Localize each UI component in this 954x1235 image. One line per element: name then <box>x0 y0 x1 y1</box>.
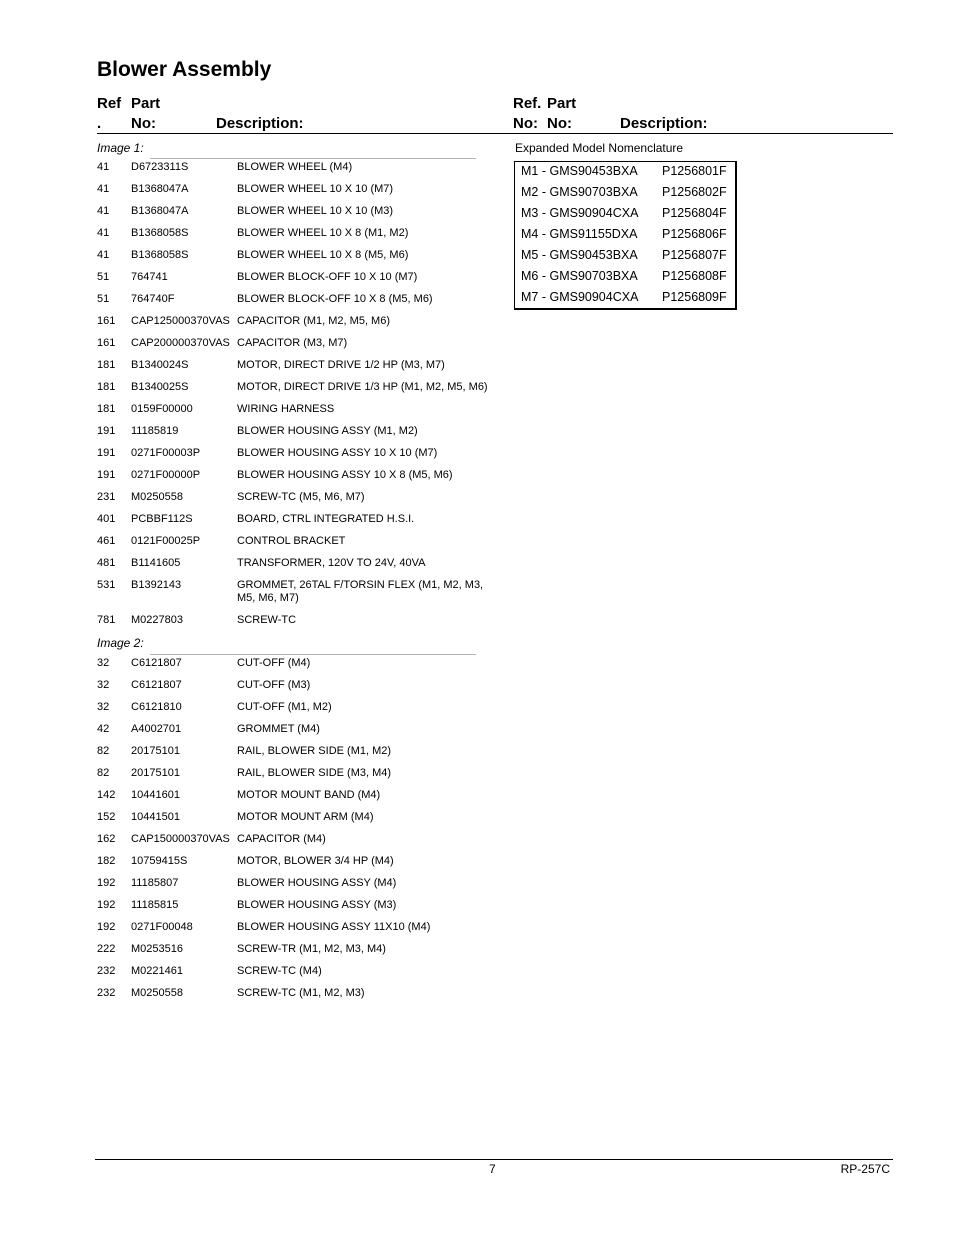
nomenclature-row <box>515 288 735 309</box>
part-number: M0221461 <box>131 965 183 977</box>
page-number: 7 <box>489 1162 496 1176</box>
part-description: RAIL, BLOWER SIDE (M1, M2) <box>237 745 392 757</box>
ref-number: 232 <box>97 987 116 999</box>
part-description: SCREW-TR (M1, M2, M3, M4) <box>237 943 386 955</box>
ref-number: 42 <box>97 723 110 735</box>
header-ref-label: Ref <box>97 95 122 112</box>
ref-number: 181 <box>97 381 116 393</box>
model-code: M3 - GMS90904CXA <box>521 206 639 220</box>
model-part-number: P1256808F <box>662 269 727 283</box>
table-row <box>97 403 507 425</box>
table-row <box>97 679 507 701</box>
part-number: C6121807 <box>131 679 182 691</box>
ref-number: 82 <box>97 745 110 757</box>
page-title: Blower Assembly <box>97 58 272 81</box>
nomenclature-row <box>515 204 735 225</box>
part-description: SCREW-TC (M1, M2, M3) <box>237 987 365 999</box>
part-description: BLOWER HOUSING ASSY (M1, M2) <box>237 425 418 437</box>
part-description: TRANSFORMER, 120V TO 24V, 40VA <box>237 557 426 569</box>
part-number: 764741 <box>131 271 168 283</box>
part-description: MOTOR MOUNT BAND (M4) <box>237 789 381 801</box>
ref-number: 401 <box>97 513 116 525</box>
part-description: MOTOR, DIRECT DRIVE 1/3 HP (M1, M2, M5, M6) <box>237 381 488 393</box>
section-divider <box>150 654 476 655</box>
nomenclature-table <box>514 161 737 310</box>
part-description: MOTOR MOUNT ARM (M4) <box>237 811 374 823</box>
ref-number: 41 <box>97 205 110 217</box>
part-description: SCREW-TC (M5, M6, M7) <box>237 491 365 503</box>
table-row <box>97 491 507 513</box>
nomenclature-title: Expanded Model Nomenclature <box>515 141 684 155</box>
part-description: BLOWER WHEEL 10 X 10 (M3) <box>237 205 394 217</box>
table-row <box>97 205 507 227</box>
model-code: M5 - GMS90453BXA <box>521 248 638 262</box>
header-ref-label-line2: . <box>97 115 102 132</box>
part-number: B1368058S <box>131 227 189 239</box>
part-number: 0121F00025P <box>131 535 201 547</box>
part-number: 11185819 <box>131 425 179 437</box>
part-number: 10441501 <box>131 811 180 823</box>
ref-number: 41 <box>97 183 110 195</box>
part-description: CUT-OFF (M1, M2) <box>237 701 332 713</box>
ref-number: 481 <box>97 557 116 569</box>
table-row <box>97 701 507 723</box>
part-number: CAP200000370VAS <box>131 337 230 349</box>
nomenclature-row <box>515 225 735 246</box>
part-number: 10441601 <box>131 789 180 801</box>
section-divider <box>150 158 476 159</box>
part-number: CAP150000370VAS <box>131 833 230 845</box>
ref-number: 161 <box>97 337 116 349</box>
table-row <box>97 293 507 315</box>
part-description: CONTROL BRACKET <box>237 535 346 547</box>
part-number: 10759415S <box>131 855 188 867</box>
table-row <box>97 557 507 579</box>
ref-number: 222 <box>97 943 116 955</box>
ref-number: 232 <box>97 965 116 977</box>
header-description-label: Description: <box>216 115 304 132</box>
ref-number: 182 <box>97 855 116 867</box>
ref-number: 162 <box>97 833 116 845</box>
part-number: A4002701 <box>131 723 182 735</box>
ref-number: 161 <box>97 315 116 327</box>
table-row <box>97 381 507 403</box>
header-right-ref-label-line2: No: <box>513 115 538 132</box>
ref-number: 192 <box>97 899 116 911</box>
part-number: B1368058S <box>131 249 189 261</box>
parts-list-image-1 <box>97 161 507 636</box>
part-description: SCREW-TC <box>237 614 297 626</box>
ref-number: 191 <box>97 425 116 437</box>
model-code: M2 - GMS90703BXA <box>521 185 638 199</box>
table-row <box>97 723 507 745</box>
table-row <box>97 943 507 965</box>
part-description: BOARD, CTRL INTEGRATED H.S.I. <box>237 513 415 525</box>
part-description: CAPACITOR (M3, M7) <box>237 337 348 349</box>
part-description: CAPACITOR (M4) <box>237 833 326 845</box>
part-description: CAPACITOR (M1, M2, M5, M6) <box>237 315 391 327</box>
ref-number: 142 <box>97 789 116 801</box>
footer-divider <box>95 1159 893 1160</box>
part-number: 20175101 <box>131 745 180 757</box>
header-divider <box>97 133 893 134</box>
part-number: B1340025S <box>131 381 189 393</box>
ref-number: 191 <box>97 447 116 459</box>
header-right-part-label: Part <box>547 95 577 112</box>
nomenclature-row <box>515 246 735 267</box>
header-right-ref-label: Ref. <box>513 95 542 112</box>
ref-number: 51 <box>97 293 110 305</box>
table-row <box>97 987 507 1009</box>
ref-number: 32 <box>97 701 110 713</box>
table-row <box>97 855 507 877</box>
part-description: BLOWER HOUSING ASSY 10 X 10 (M7) <box>237 447 438 459</box>
table-row <box>97 579 507 614</box>
table-row <box>97 767 507 789</box>
section-label-image-1: Image 1: <box>97 141 144 155</box>
table-row <box>97 789 507 811</box>
part-description: WIRING HARNESS <box>237 403 335 415</box>
ref-number: 51 <box>97 271 110 283</box>
part-description: BLOWER BLOCK-OFF 10 X 10 (M7) <box>237 271 418 283</box>
part-description: BLOWER HOUSING ASSY (M3) <box>237 899 397 911</box>
part-number: 0159F00000 <box>131 403 193 415</box>
table-row <box>97 315 507 337</box>
part-description: SCREW-TC (M4) <box>237 965 322 977</box>
model-part-number: P1256807F <box>662 248 727 262</box>
model-code: M6 - GMS90703BXA <box>521 269 638 283</box>
ref-number: 192 <box>97 921 116 933</box>
table-row <box>97 965 507 987</box>
ref-number: 41 <box>97 227 110 239</box>
table-row <box>97 425 507 447</box>
ref-number: 181 <box>97 359 116 371</box>
header-right-description-label: Description: <box>620 115 708 132</box>
header-right-part-label-line2: No: <box>547 115 572 132</box>
table-row <box>97 657 507 679</box>
part-description: RAIL, BLOWER SIDE (M3, M4) <box>237 767 392 779</box>
part-description: GROMMET (M4) <box>237 723 320 735</box>
part-number: D6723311S <box>131 161 189 173</box>
part-number: B1340024S <box>131 359 189 371</box>
part-number: M0227803 <box>131 614 183 626</box>
part-number: 11185815 <box>131 899 179 911</box>
part-description: BLOWER WHEEL 10 X 8 (M5, M6) <box>237 249 409 261</box>
part-description: BLOWER HOUSING ASSY 10 X 8 (M5, M6) <box>237 469 453 481</box>
part-number: 0271F00048 <box>131 921 193 933</box>
ref-number: 41 <box>97 161 110 173</box>
part-description: BLOWER HOUSING ASSY (M4) <box>237 877 397 889</box>
table-row <box>97 513 507 535</box>
model-code: M4 - GMS91155DXA <box>521 227 638 241</box>
section-label-image-2: Image 2: <box>97 636 144 650</box>
ref-number: 191 <box>97 469 116 481</box>
part-description: BLOWER WHEEL 10 X 10 (M7) <box>237 183 394 195</box>
part-description: BLOWER WHEEL 10 X 8 (M1, M2) <box>237 227 409 239</box>
header-part-label: Part <box>131 95 161 112</box>
part-number: 20175101 <box>131 767 180 779</box>
ref-number: 32 <box>97 657 110 669</box>
part-description: MOTOR, BLOWER 3/4 HP (M4) <box>237 855 394 867</box>
part-number: M0250558 <box>131 491 183 503</box>
ref-number: 231 <box>97 491 116 503</box>
part-number: PCBBF112S <box>131 513 193 525</box>
table-row <box>97 745 507 767</box>
part-number: B1392143 <box>131 579 182 591</box>
header-part-label-line2: No: <box>131 115 156 132</box>
table-row <box>97 614 507 636</box>
nomenclature-row <box>515 267 735 288</box>
ref-number: 531 <box>97 579 116 591</box>
part-number: B1368047A <box>131 205 189 217</box>
part-description: MOTOR, DIRECT DRIVE 1/2 HP (M3, M7) <box>237 359 445 371</box>
ref-number: 32 <box>97 679 110 691</box>
ref-number: 41 <box>97 249 110 261</box>
part-number: CAP125000370VAS <box>131 315 230 327</box>
model-code: M1 - GMS90453BXA <box>521 164 638 178</box>
table-row <box>97 161 507 183</box>
table-row <box>97 535 507 557</box>
ref-number: 461 <box>97 535 116 547</box>
table-row <box>97 447 507 469</box>
model-part-number: P1256806F <box>662 227 727 241</box>
table-row <box>97 877 507 899</box>
model-part-number: P1256801F <box>662 164 727 178</box>
ref-number: 781 <box>97 614 116 626</box>
ref-number: 82 <box>97 767 110 779</box>
document-id: RP-257C <box>840 1162 890 1176</box>
part-number: C6121810 <box>131 701 182 713</box>
part-number: 0271F00000P <box>131 469 201 481</box>
model-part-number: P1256809F <box>662 290 727 304</box>
model-part-number: P1256804F <box>662 206 727 220</box>
part-description: BLOWER HOUSING ASSY 11X10 (M4) <box>237 921 431 933</box>
nomenclature-row <box>515 162 735 183</box>
part-number: M0253516 <box>131 943 183 955</box>
model-code: M7 - GMS90904CXA <box>521 290 639 304</box>
table-row <box>97 183 507 205</box>
part-number: B1368047A <box>131 183 189 195</box>
part-number: 0271F00003P <box>131 447 201 459</box>
nomenclature-row <box>515 183 735 204</box>
table-row <box>97 921 507 943</box>
part-description: BLOWER BLOCK-OFF 10 X 8 (M5, M6) <box>237 293 433 305</box>
table-row <box>97 227 507 249</box>
part-description: CUT-OFF (M3) <box>237 679 311 691</box>
table-row <box>97 359 507 381</box>
part-number: C6121807 <box>131 657 182 669</box>
part-number: 764740F <box>131 293 175 305</box>
part-number: M0250558 <box>131 987 183 999</box>
ref-number: 192 <box>97 877 116 889</box>
table-row <box>97 811 507 833</box>
table-row <box>97 271 507 293</box>
table-row <box>97 833 507 855</box>
part-description: GROMMET, 26TAL F/TORSIN FLEX (M1, M2, M3, M5, M6, M7) <box>237 579 484 604</box>
model-part-number: P1256802F <box>662 185 727 199</box>
part-description: BLOWER WHEEL (M4) <box>237 161 353 173</box>
table-row <box>97 249 507 271</box>
part-description: CUT-OFF (M4) <box>237 657 311 669</box>
part-number: 11185807 <box>131 877 179 889</box>
table-row <box>97 469 507 491</box>
ref-number: 152 <box>97 811 116 823</box>
table-row <box>97 337 507 359</box>
part-number: B1141605 <box>131 557 181 569</box>
ref-number: 181 <box>97 403 116 415</box>
parts-list-image-2 <box>97 657 507 1009</box>
table-row <box>97 899 507 921</box>
